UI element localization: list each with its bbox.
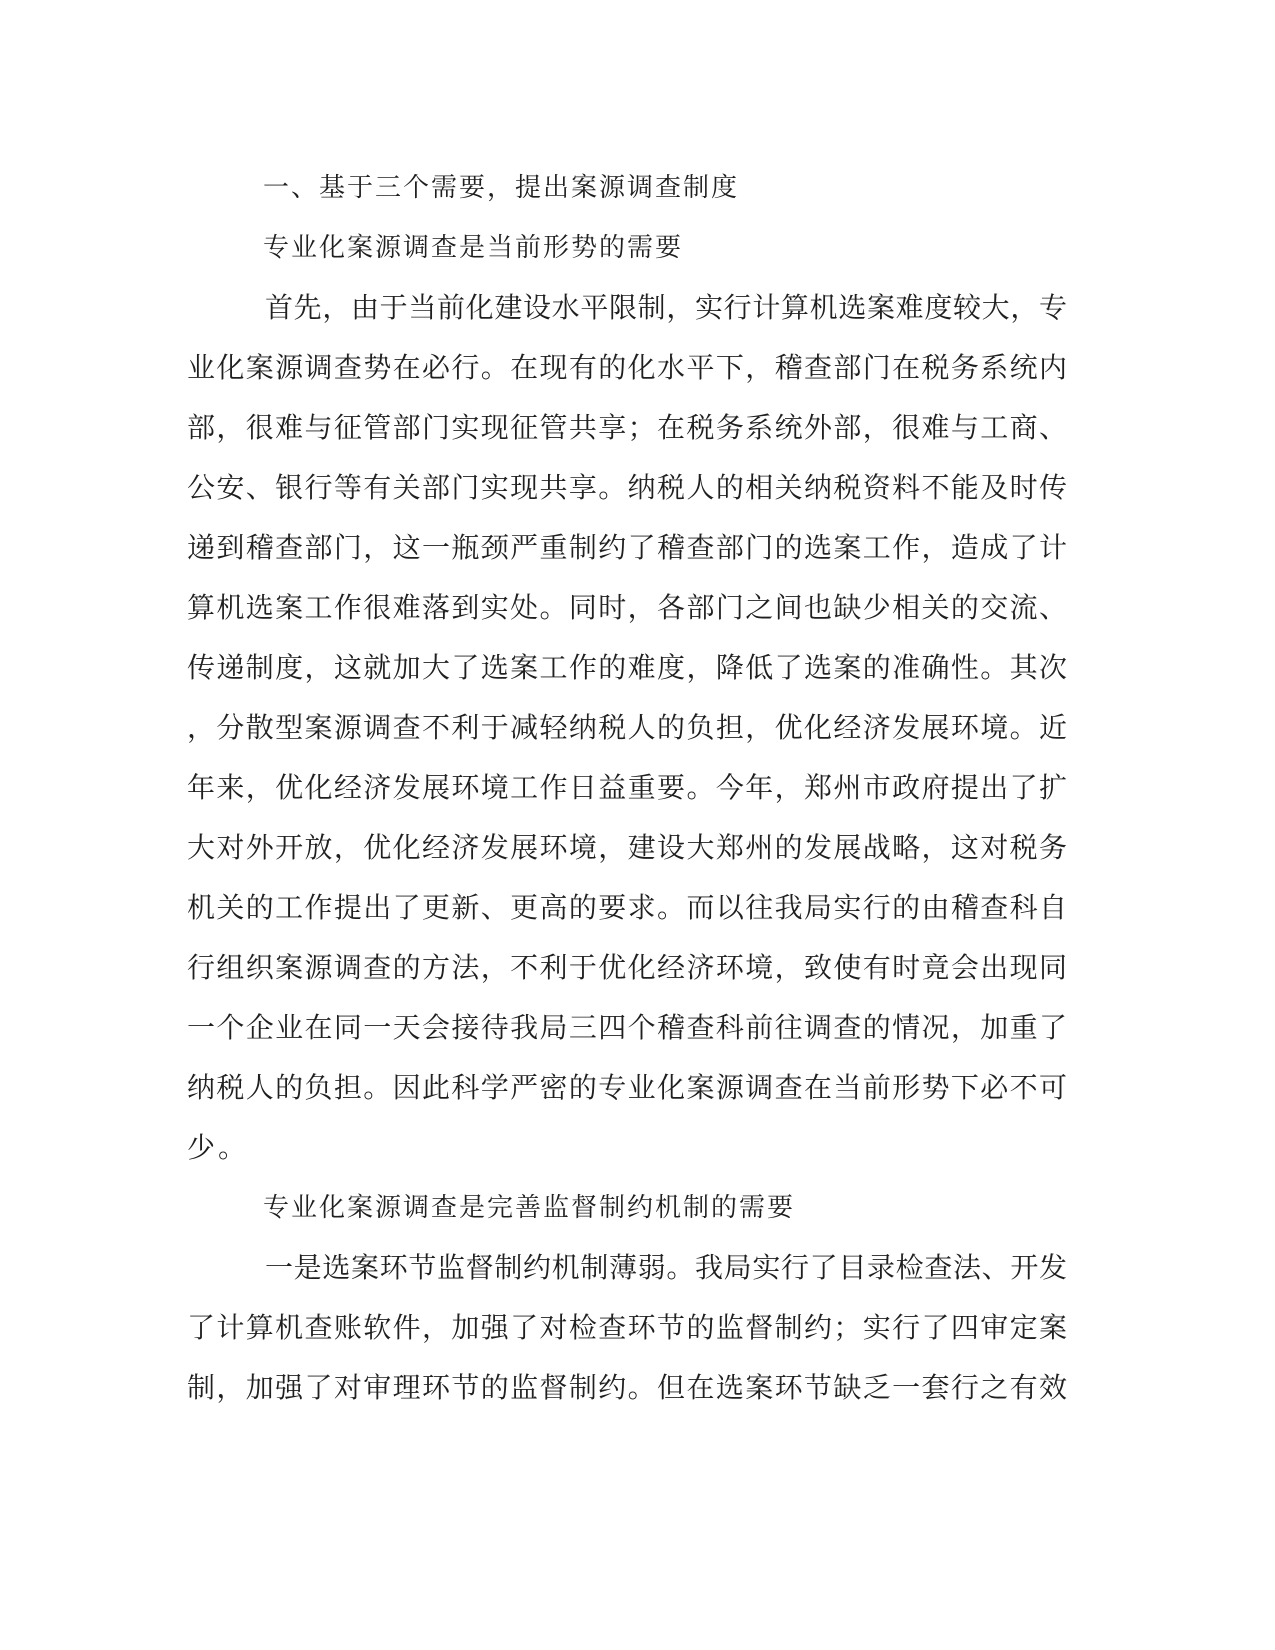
paragraph-line: 一是选案环节监督制约机制薄弱。我局实行了目录检查法、开发 [265, 1251, 1067, 1284]
subheading-supervision: 专业化案源调查是完善监督制约机制的需要 [263, 1193, 796, 1223]
paragraph-line: 递到稽查部门，这一瓶颈严重制约了稽查部门的选案工作，造成了计 [187, 531, 1067, 564]
paragraph-line: 传递制度，这就加大了选案工作的难度，降低了选案的准确性。其次 [187, 651, 1067, 684]
paragraph-line: 少。 [187, 1131, 250, 1164]
paragraph-line: 首先，由于当前化建设水平限制，实行计算机选案难度较大，专 [265, 291, 1067, 324]
paragraph-line: 纳税人的负担。因此科学严密的专业化案源调查在当前形势下必不可 [187, 1071, 1067, 1104]
paragraph-line: ，分散型案源调查不利于减轻纳税人的负担，优化经济发展环境。近 [187, 711, 1067, 744]
paragraph-line: 了计算机查账软件，加强了对检查环节的监督制约；实行了四审定案 [187, 1311, 1067, 1344]
paragraph-2 [187, 1238, 1067, 1418]
paragraph-line: 部，很难与征管部门实现征管共享；在税务系统外部，很难与工商、 [187, 411, 1067, 444]
paragraph-line: 业化案源调查势在必行。在现有的化水平下，稽查部门在税务系统内 [187, 351, 1067, 384]
paragraph-line: 制，加强了对审理环节的监督制约。但在选案环节缺乏一套行之有效 [187, 1371, 1067, 1404]
paragraph-line: 公安、银行等有关部门实现共享。纳税人的相关纳税资料不能及时传 [187, 471, 1067, 504]
paragraph-line: 算机选案工作很难落到实处。同时，各部门之间也缺少相关的交流、 [187, 591, 1067, 624]
paragraph-line: 行组织案源调查的方法，不利于优化经济环境，致使有时竟会出现同 [187, 951, 1067, 984]
subheading-current-situation: 专业化案源调查是当前形势的需要 [263, 233, 684, 263]
document-body [187, 158, 1067, 1418]
section-heading: 一、基于三个需要，提出案源调查制度 [263, 173, 740, 203]
paragraph-line: 年来，优化经济发展环境工作日益重要。今年，郑州市政府提出了扩 [187, 771, 1067, 804]
paragraph-line: 机关的工作提出了更新、更高的要求。而以往我局实行的由稽查科自 [187, 891, 1067, 924]
paragraph-1 [187, 278, 1067, 1178]
paragraph-line: 大对外开放，优化经济发展环境，建设大郑州的发展战略，这对税务 [187, 831, 1067, 864]
paragraph-line: 一个企业在同一天会接待我局三四个稽查科前往调查的情况，加重了 [187, 1011, 1067, 1044]
